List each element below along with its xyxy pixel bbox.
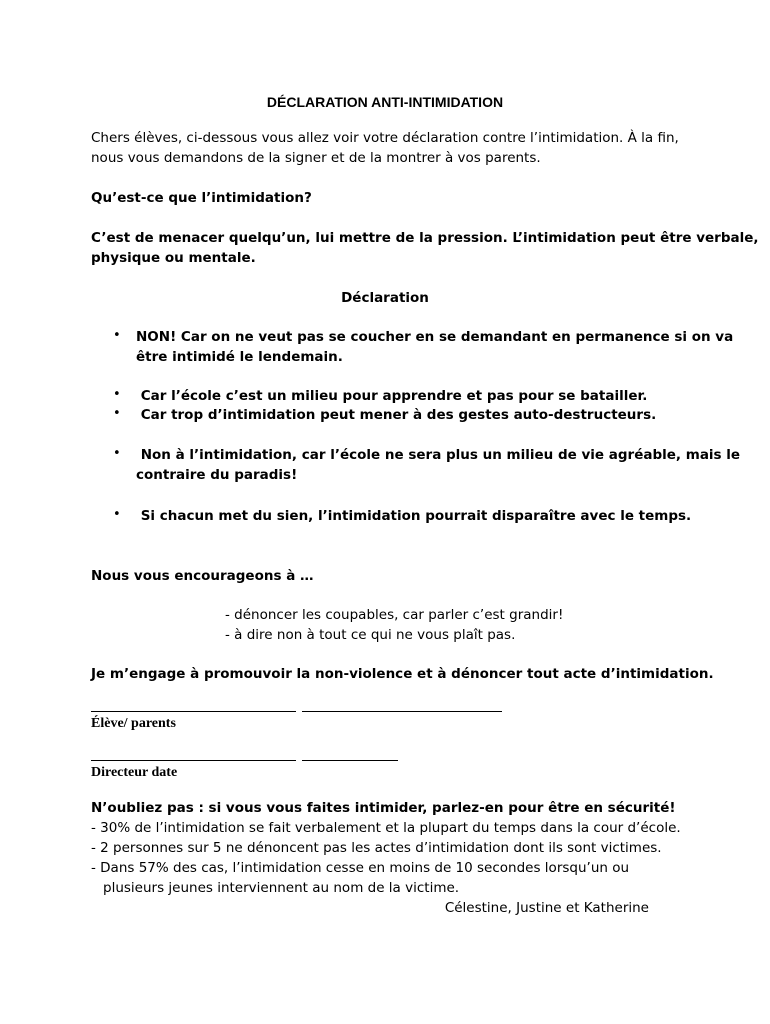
reminder-fact-3-line-1: - Dans 57% des cas, l’intimidation cesse en moins de 10 secondes lorsqu’un ou — [91, 860, 630, 876]
student-signature-label: Élève/ parents — [91, 716, 176, 731]
parent-signature-line — [302, 711, 502, 712]
bullet-text: Si chacun met du sien, l’intimidation pourrait disparaître avec le temps. — [136, 508, 692, 524]
question-heading: Qu’est-ce que l’intimidation? — [91, 190, 312, 206]
bullet-marker: • — [113, 446, 121, 461]
bullet-text: être intimidé le lendemain. — [136, 349, 343, 365]
bullet-text: NON! Car on ne veut pas se coucher en se demandant en permanence si on va — [136, 329, 734, 345]
answer-line-1: C’est de menacer quelqu’un, lui mettre de la pression. L’intimidation peut être verbale, — [91, 230, 759, 246]
bullet-text: Car l’école c’est un milieu pour apprendre et pas pour se batailler. — [136, 388, 648, 404]
declaration-heading: Déclaration — [341, 290, 429, 306]
bullet-marker: • — [113, 507, 121, 522]
date-signature-line — [302, 760, 398, 761]
bullet-text: Car trop d’intimidation peut mener à des gestes auto-destructeurs. — [136, 407, 657, 423]
encourage-item-2: - à dire non à tout ce qui ne vous plaît pas. — [225, 627, 516, 643]
reminder-fact-1: - 30% de l’intimidation se fait verbalement et la plupart du temps dans la cour d’école. — [91, 820, 681, 836]
encourage-item-1: - dénoncer les coupables, car parler c’est grandir! — [225, 607, 564, 623]
director-signature-line — [91, 760, 296, 761]
intro-line-2: nous vous demandons de la signer et de la montrer à vos parents. — [91, 150, 541, 166]
engagement-statement: Je m’engage à promouvoir la non-violence et à dénoncer tout acte d’intimidation. — [91, 666, 714, 682]
bullet-marker: • — [113, 328, 121, 343]
reminder-fact-3-line-2: plusieurs jeunes interviennent au nom de la victime. — [103, 880, 460, 896]
director-signature-label: Directeur date — [91, 765, 178, 780]
bullet-text: Non à l’intimidation, car l’école ne sera plus un milieu de vie agréable, mais le — [136, 447, 741, 463]
document-title: DÉCLARATION ANTI-INTIMIDATION — [266, 94, 504, 110]
reminder-heading: N’oubliez pas : si vous vous faites intimider, parlez-en pour être en sécurité! — [91, 800, 676, 816]
bullet-text: contraire du paradis! — [136, 467, 298, 483]
intro-line-1: Chers élèves, ci-dessous vous allez voir votre déclaration contre l’intimidation. À la fin, — [91, 130, 679, 146]
student-signature-line — [91, 711, 296, 712]
authors-signature: Célestine, Justine et Katherine — [444, 900, 649, 916]
reminder-fact-2: - 2 personnes sur 5 ne dénoncent pas les actes d’intimidation dont ils sont victimes. — [91, 840, 662, 856]
encourage-heading: Nous vous encourageons à … — [91, 568, 314, 584]
bullet-marker: • — [113, 406, 121, 421]
bullet-marker: • — [113, 387, 121, 402]
answer-line-2: physique ou mentale. — [91, 250, 256, 266]
